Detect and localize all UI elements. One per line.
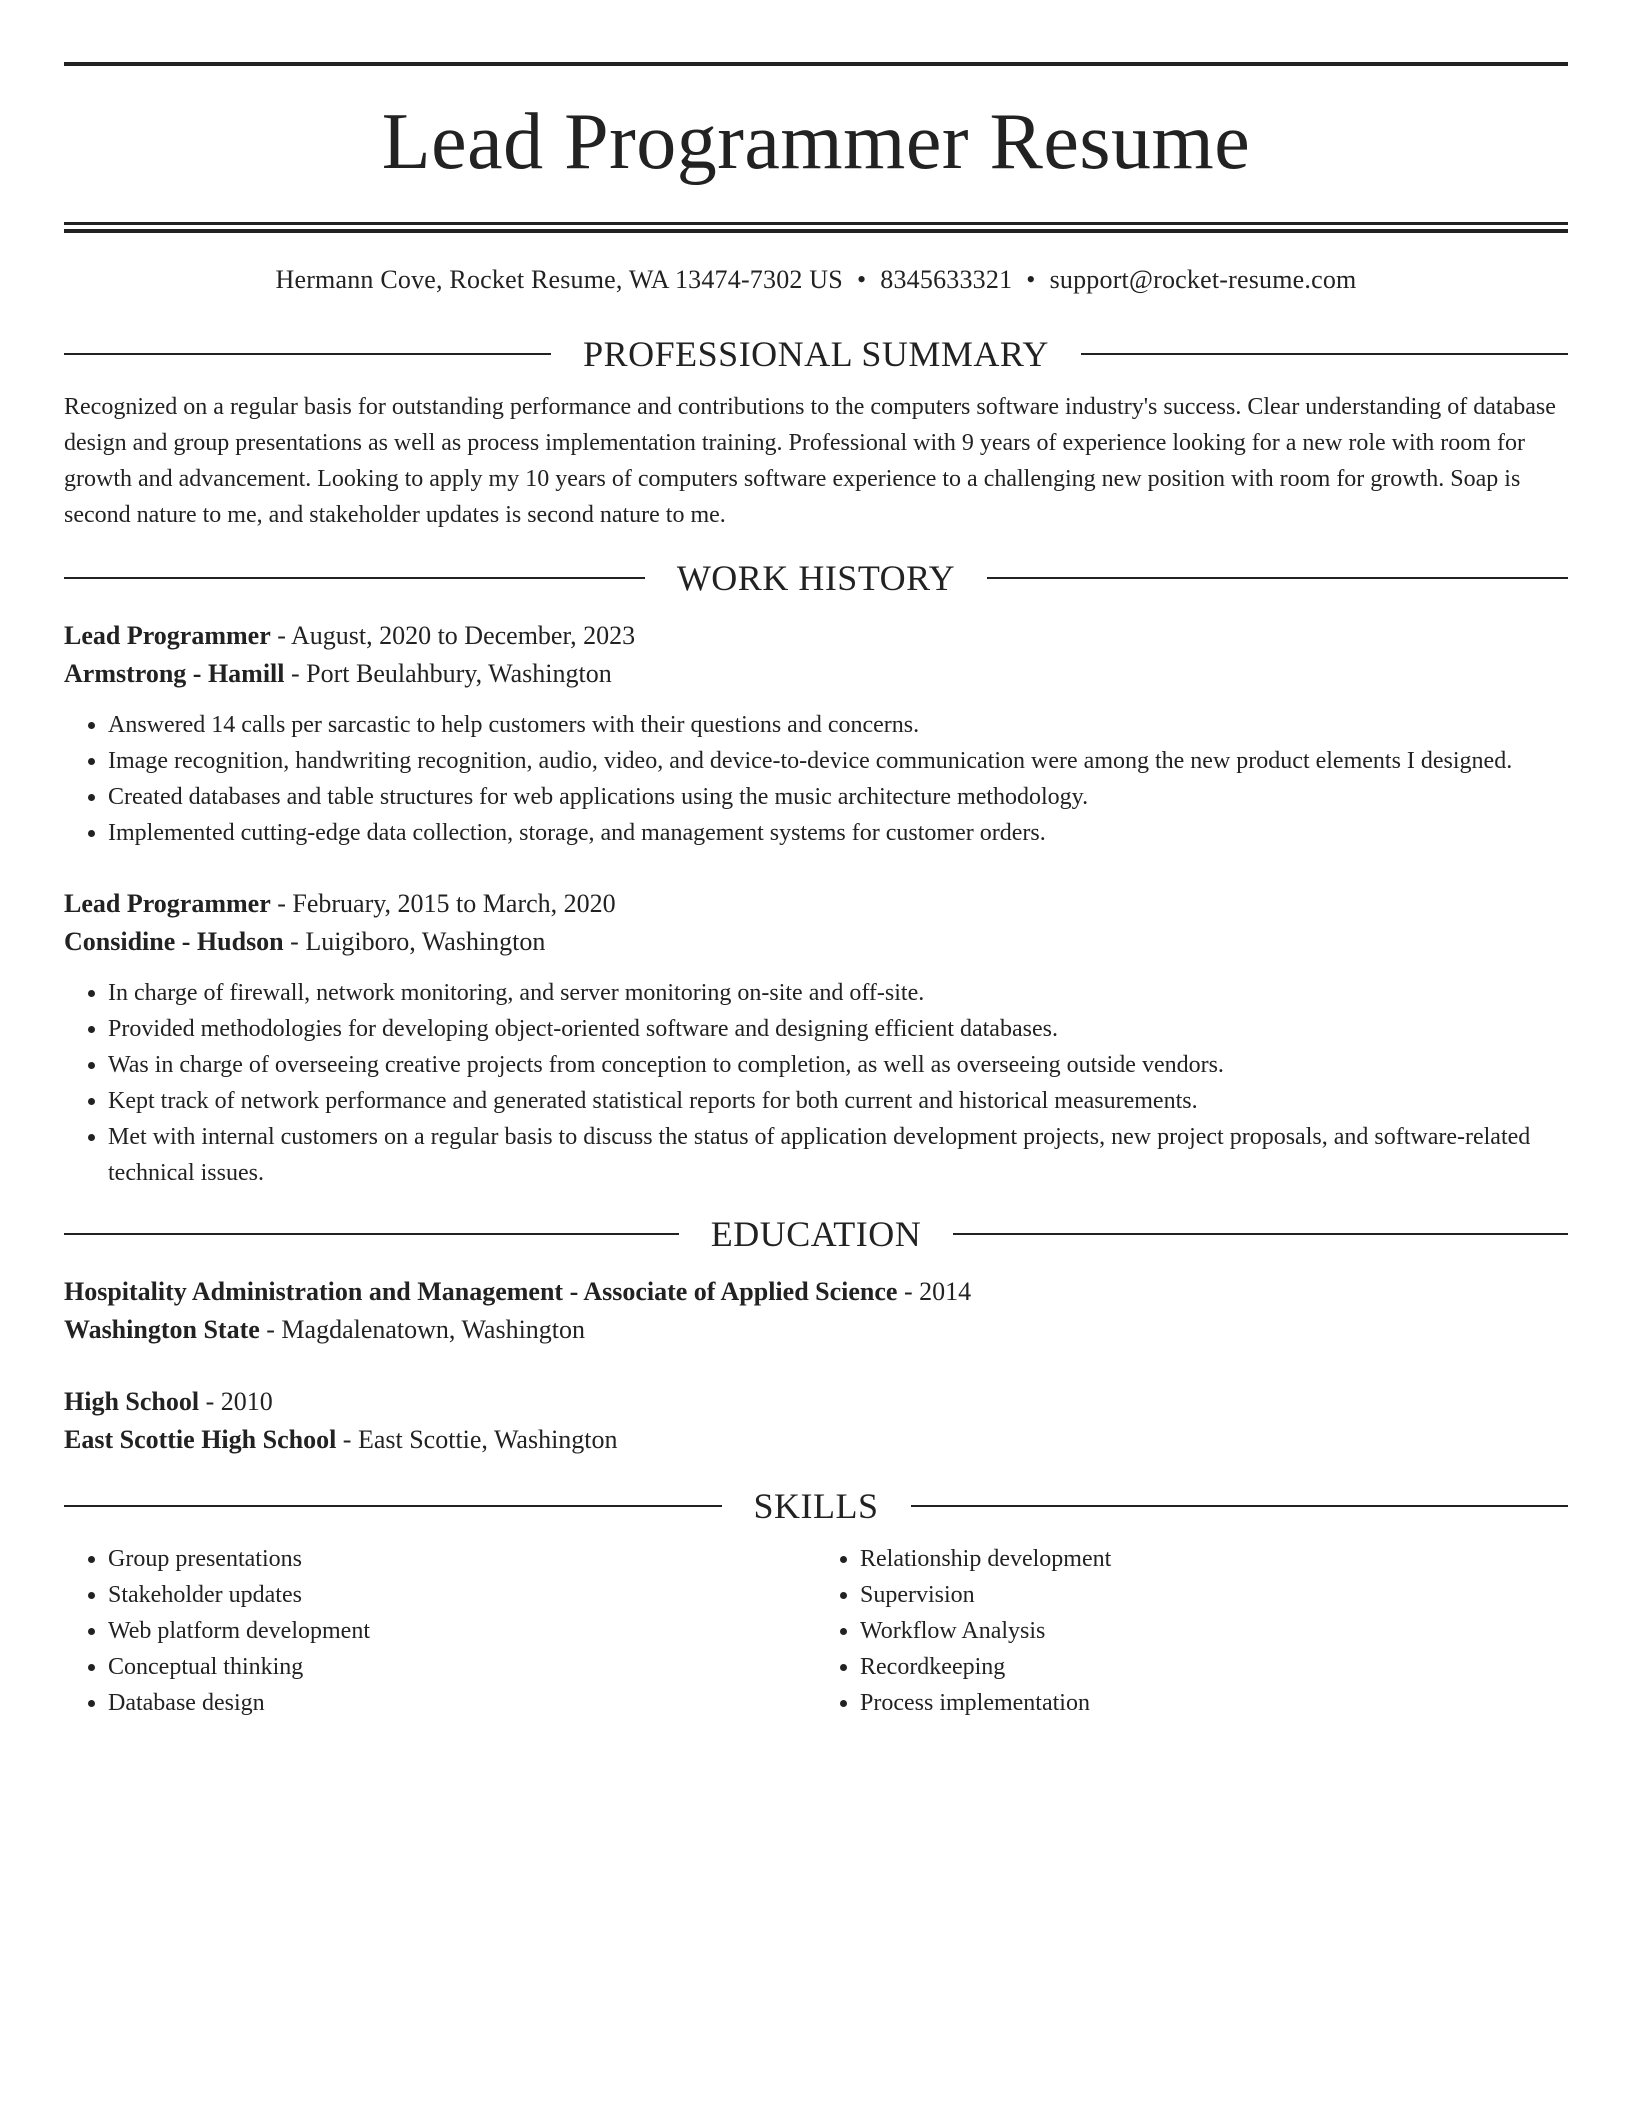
heading-rule-right: [911, 1505, 1569, 1507]
degree: High School: [64, 1387, 200, 1416]
contact-separator: •: [856, 265, 867, 294]
section-heading-work: [64, 557, 1568, 599]
title-double-rule: [64, 222, 1568, 233]
contact-email: support@rocket-resume.com: [1049, 265, 1357, 294]
job-title-line: [64, 885, 1568, 923]
heading-rule-left: [64, 1505, 722, 1507]
skill-item: • Group presentations: [108, 1541, 816, 1577]
skill-item: • Process implementation: [860, 1685, 1568, 1721]
heading-rule-left: [64, 577, 645, 579]
school-line: [64, 1421, 1568, 1459]
education-entry: [64, 1273, 1568, 1349]
job-dates: - August, 2020 to December, 2023: [270, 621, 636, 650]
job-company-line: [64, 923, 1568, 961]
degree-line: [64, 1383, 1568, 1421]
skill-item: • Web platform development: [108, 1613, 816, 1649]
section-heading-education: [64, 1213, 1568, 1255]
job-bullets: [64, 707, 1568, 851]
skill-item: • Supervision: [860, 1577, 1568, 1613]
section-heading-summary: [64, 333, 1568, 375]
job-title: Lead Programmer: [64, 621, 271, 650]
skills-column-right: [816, 1541, 1568, 1721]
top-rule: [64, 62, 1568, 66]
skill-item: • Recordkeeping: [860, 1649, 1568, 1685]
degree-line: [64, 1273, 1568, 1311]
job-company-line: [64, 655, 1568, 693]
list-item: • Provided methodologies for developing object-oriented software and designing efficient databases.: [108, 1011, 1568, 1047]
list-item: • Answered 14 calls per sarcastic to help customers with their questions and concerns.: [108, 707, 1568, 743]
skill-item: • Stakeholder updates: [108, 1577, 816, 1613]
job-title-line: [64, 617, 1568, 655]
job-location: - Port Beulahbury, Washington: [284, 659, 612, 688]
list-item: • Created databases and table structures for web applications using the music architecture methodology.: [108, 779, 1568, 815]
heading-rule-left: [64, 1233, 679, 1235]
contact-address: Hermann Cove, Rocket Resume, WA 13474-7302 US: [275, 265, 843, 294]
list-item: • Implemented cutting-edge data collection, storage, and management systems for customer orders.: [108, 815, 1568, 851]
skill-item: • Workflow Analysis: [860, 1613, 1568, 1649]
section-title: PROFESSIONAL SUMMARY: [583, 334, 1049, 374]
school-line: [64, 1311, 1568, 1349]
section-heading-skills: [64, 1485, 1568, 1527]
graduation-year: - 2010: [199, 1387, 273, 1416]
job-entry: [64, 885, 1568, 1191]
skill-item: • Relationship development: [860, 1541, 1568, 1577]
degree: Hospitality Administration and Management - Associate of Applied Science: [64, 1277, 898, 1306]
skills-grid: [64, 1541, 1568, 1721]
heading-rule-left: [64, 353, 551, 355]
list-item: • Met with internal customers on a regular basis to discuss the status of application development projects, new project proposals, and software-related technical issues.: [108, 1119, 1568, 1191]
job-company: Considine - Hudson: [64, 927, 284, 956]
heading-rule-right: [987, 577, 1568, 579]
skills-column-left: [64, 1541, 816, 1721]
section-title: WORK HISTORY: [676, 558, 956, 598]
contact-line: [64, 265, 1568, 295]
job-entry: [64, 617, 1568, 851]
job-bullets: [64, 975, 1568, 1191]
graduation-year: - 2014: [897, 1277, 972, 1306]
school-location: - Magdalenatown, Washington: [259, 1315, 586, 1344]
job-company: Armstrong - Hamill: [64, 659, 285, 688]
heading-rule-right: [953, 1233, 1568, 1235]
list-item: • Image recognition, handwriting recognition, audio, video, and device-to-device communication were among the new product elements I designed.: [108, 743, 1568, 779]
school: East Scottie High School: [64, 1425, 337, 1454]
list-item: • In charge of firewall, network monitoring, and server monitoring on-site and off-site.: [108, 975, 1568, 1011]
school: Washington State: [64, 1315, 260, 1344]
job-dates: - February, 2015 to March, 2020: [270, 889, 616, 918]
school-location: - East Scottie, Washington: [336, 1425, 618, 1454]
education-entry: [64, 1383, 1568, 1459]
heading-rule-right: [1081, 353, 1568, 355]
list-item: • Was in charge of overseeing creative projects from conception to completion, as well as overseeing outside vendors.: [108, 1047, 1568, 1083]
contact-phone: 8345633321: [880, 265, 1013, 294]
section-title: SKILLS: [753, 1486, 879, 1526]
job-location: - Luigiboro, Washington: [283, 927, 546, 956]
skill-item: • Conceptual thinking: [108, 1649, 816, 1685]
resume-title: Lead Programmer Resume: [381, 98, 1251, 186]
job-title: Lead Programmer: [64, 889, 271, 918]
section-title: EDUCATION: [710, 1214, 922, 1254]
summary-paragraph: Recognized on a regular basis for outstanding performance and contributions to the computers software industry's success. Clear understanding of database design and group presentations as well as process implementation training. Professional with 9 years of experience looking for a new role with room for growth and advancement. Looking to apply my 10 years of computers software experience to a challenging new position with room for growth. Soap is second nature to me, and stakeholder updates is second nature to me.: [64, 394, 1556, 528]
skill-item: • Database design: [108, 1685, 816, 1721]
list-item: • Kept track of network performance and generated statistical reports for both current and historical measurements.: [108, 1083, 1568, 1119]
contact-separator: •: [1026, 265, 1036, 294]
